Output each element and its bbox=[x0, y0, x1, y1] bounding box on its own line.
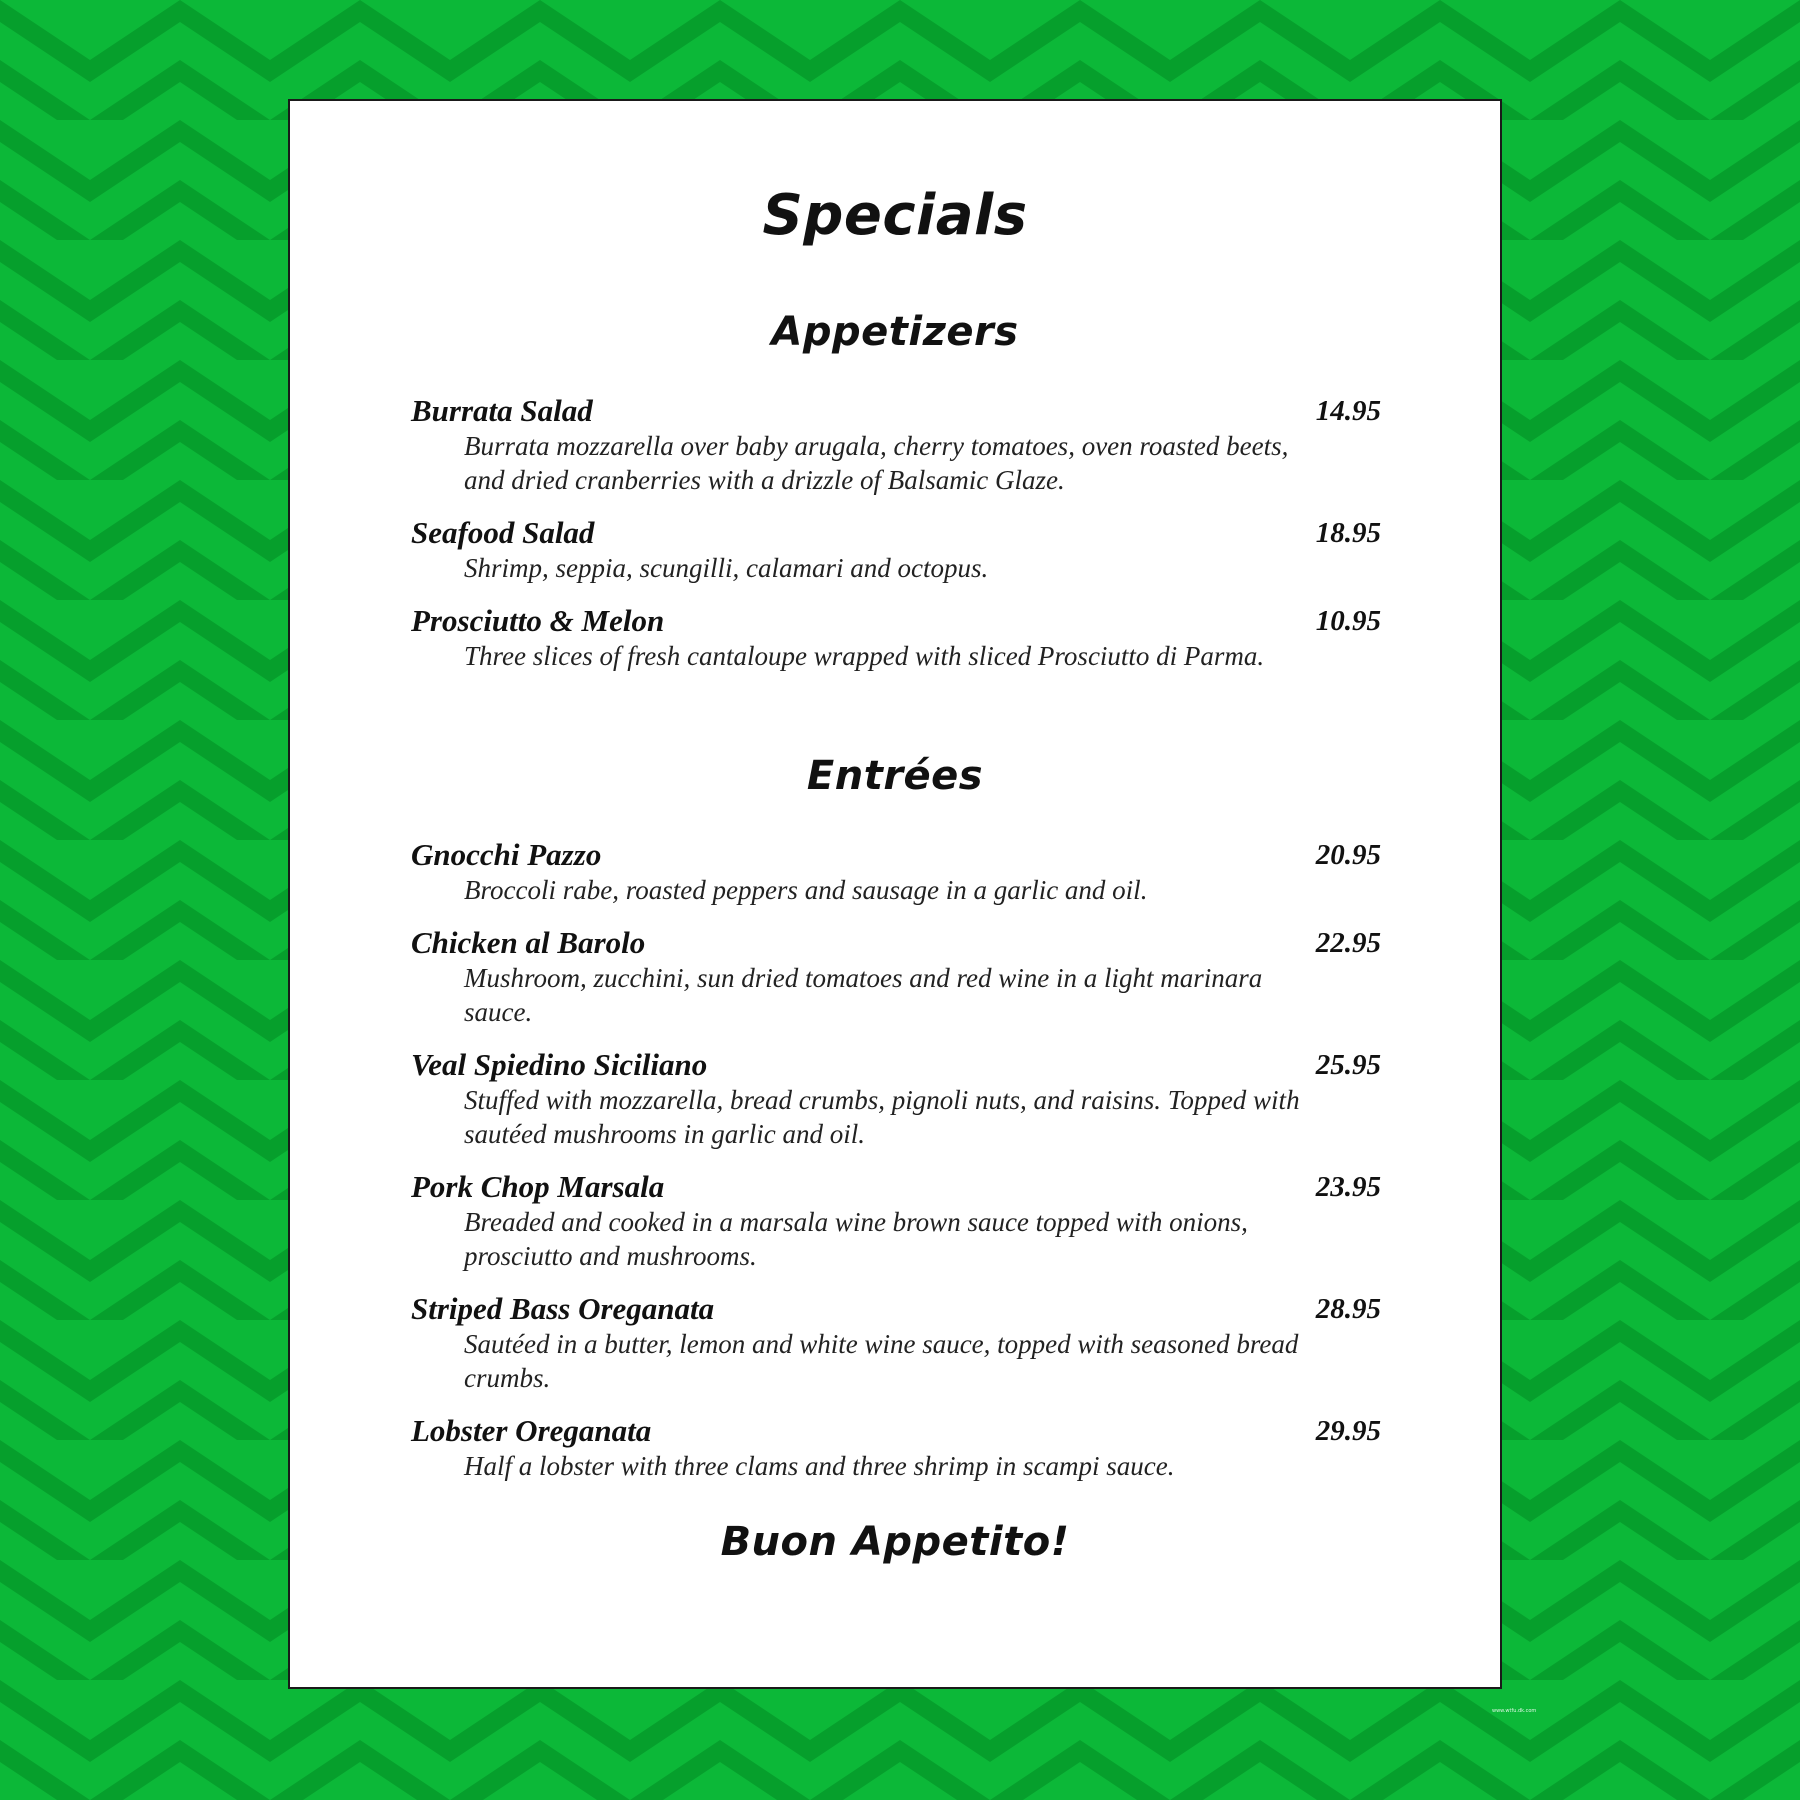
section-heading-appetizers: Appetizers bbox=[771, 309, 1019, 355]
item-description: Shrimp, seppia, scungilli, calamari and octopus. bbox=[464, 553, 989, 583]
item-description: Mushroom, zucchini, sun dried tomatoes and red wine in a light marinara sauce. bbox=[464, 963, 1263, 1027]
menu-title: Specials bbox=[762, 183, 1028, 248]
section-heading-entrees: Entrées bbox=[806, 753, 984, 799]
item-price: 23.95 bbox=[1315, 1171, 1381, 1203]
item-name: Striped Bass Oreganata bbox=[411, 1291, 715, 1326]
item-description: Sautéed in a butter, lemon and white wine sauce, topped with seasoned bread crumbs. bbox=[464, 1329, 1299, 1393]
item-name: Pork Chop Marsala bbox=[411, 1169, 665, 1204]
item-price: 10.95 bbox=[1315, 605, 1381, 637]
item-description: Stuffed with mozzarella, bread crumbs, pignoli nuts, and raisins. Topped with sautéed mushrooms in garlic and oil. bbox=[464, 1085, 1300, 1149]
item-description: Three slices of fresh cantaloupe wrapped with sliced Prosciutto di Parma. bbox=[464, 641, 1265, 671]
item-name: Veal Spiedino Siciliano bbox=[411, 1047, 708, 1082]
item-name: Prosciutto & Melon bbox=[411, 603, 665, 638]
watermark: www.wtfu.dk.com bbox=[1492, 1708, 1537, 1714]
item-description: Breaded and cooked in a marsala wine brown sauce topped with onions, prosciutto and mushrooms. bbox=[464, 1207, 1248, 1271]
menu-card bbox=[288, 99, 1502, 1689]
closing-message: Buon Appetito! bbox=[720, 1519, 1070, 1565]
item-name: Burrata Salad bbox=[411, 393, 593, 428]
item-name: Seafood Salad bbox=[411, 515, 595, 550]
item-price: 18.95 bbox=[1315, 517, 1381, 549]
item-price: 28.95 bbox=[1315, 1293, 1381, 1325]
item-name: Gnocchi Pazzo bbox=[411, 837, 602, 872]
item-description: Burrata mozzarella over baby arugala, cherry tomatoes, oven roasted beets, and dried cranberries with a drizzle of Balsamic Glaze. bbox=[464, 431, 1289, 495]
item-price: 20.95 bbox=[1315, 839, 1381, 871]
item-price: 25.95 bbox=[1315, 1049, 1381, 1081]
item-price: 22.95 bbox=[1315, 927, 1381, 959]
item-description: Half a lobster with three clams and three shrimp in scampi sauce. bbox=[464, 1451, 1175, 1481]
item-description: Broccoli rabe, roasted peppers and sausage in a garlic and oil. bbox=[464, 875, 1148, 905]
item-name: Lobster Oreganata bbox=[411, 1413, 652, 1448]
item-price: 29.95 bbox=[1315, 1415, 1381, 1447]
item-price: 14.95 bbox=[1315, 395, 1381, 427]
item-name: Chicken al Barolo bbox=[411, 925, 646, 960]
